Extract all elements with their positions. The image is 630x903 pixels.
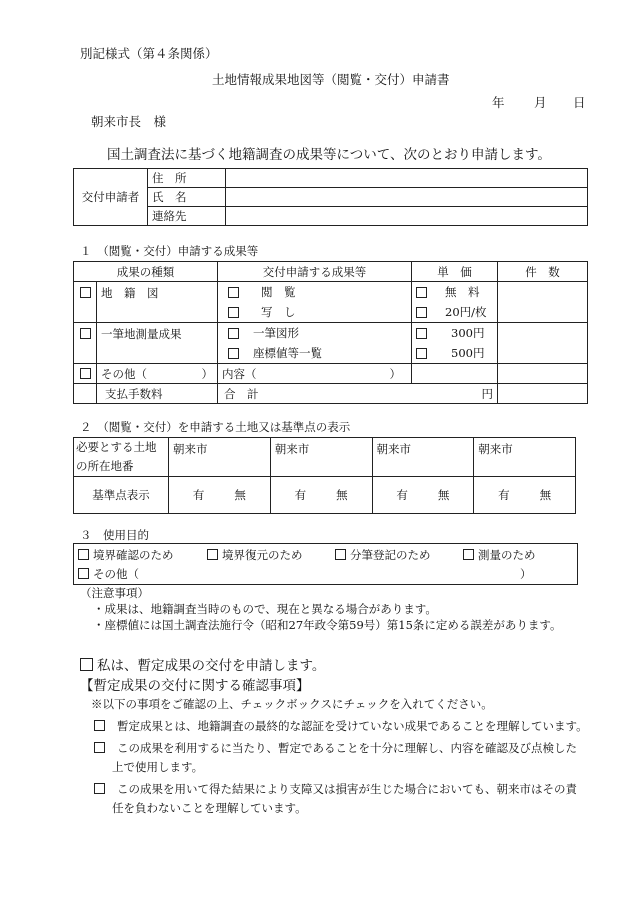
- date-year: 年: [492, 95, 505, 110]
- land-city-4[interactable]: 朝来市: [474, 438, 576, 477]
- provisional-heading: 【暫定成果の交付に関する確認事項】: [80, 678, 310, 694]
- notes-title: （注意事項）: [80, 586, 149, 600]
- land-city-1[interactable]: 朝来市: [169, 438, 271, 477]
- ippitsu-300yen-checkbox[interactable]: [416, 328, 427, 339]
- col-items: 交付申請する成果等: [218, 262, 412, 282]
- section3-heading: ３ 使用目的: [80, 528, 149, 542]
- ippitsu-500yen-checkbox[interactable]: [416, 348, 427, 359]
- fee-label: 支払手数料: [97, 384, 218, 404]
- contact-field[interactable]: [226, 207, 588, 226]
- address-field[interactable]: [226, 169, 588, 188]
- form-title: 土地情報成果地図等（閲覧・交付）申請書: [212, 72, 450, 87]
- chizu-type: 地 籍 図: [97, 282, 218, 323]
- ippitsu-300yen-label: 300円: [451, 326, 485, 340]
- purpose-other[interactable]: その他（: [78, 566, 139, 582]
- benchmark-label: 基準点表示: [74, 477, 169, 514]
- ippitsu-count-field[interactable]: [498, 323, 588, 364]
- confirm-item-3[interactable]: この成果を用いて得た結果により支障又は損害が生じた場合においても、朝来市はその責: [94, 781, 577, 797]
- contact-label: 連絡先: [148, 207, 226, 226]
- chizu-20yen-label: 20円/枚: [445, 305, 487, 319]
- benchmark-choice-3[interactable]: 有 無: [372, 477, 474, 514]
- col-count: 件 数: [498, 262, 588, 282]
- col-type: 成果の種類: [74, 262, 218, 282]
- confirm-item-3-cont: 任を負わないことを理解しています。: [112, 801, 307, 815]
- land-label-line2: の所在地番: [76, 459, 134, 473]
- land-label-line1: 必要とする土地: [76, 440, 157, 454]
- applicant-table: [73, 168, 588, 226]
- addressee: 朝来市長 様: [91, 114, 167, 129]
- form-label: 別記様式（第４条関係）: [80, 46, 218, 61]
- date-month: 月: [534, 95, 547, 110]
- section1-table: 成果の種類 交付申請する成果等 単 価 件 数 地 籍 図 閲 覧 写 し 無 料 20円/枚 一筆地測量成果 一筆図形 座標値等一覧 300円 500円 その他（ ） 内容（ ） 支払手数料 合 計 円: [73, 261, 588, 404]
- section2-table: [73, 437, 576, 514]
- purpose-other-close: ）: [520, 567, 532, 581]
- name-field[interactable]: [226, 188, 588, 207]
- ippitsu-checkbox[interactable]: [80, 328, 91, 339]
- ippitsu-500yen-label: 500円: [451, 346, 485, 360]
- purpose-boundary-restore[interactable]: 境界復元のため: [207, 547, 303, 563]
- purpose-survey[interactable]: 測量のため: [463, 547, 536, 563]
- land-city-3[interactable]: 朝来市: [372, 438, 474, 477]
- applicant-header: 交付申請者: [74, 169, 148, 226]
- other-content-label: 内容（: [222, 366, 257, 381]
- chizu-copy-checkbox[interactable]: [228, 307, 239, 318]
- ippitsu-coords-checkbox[interactable]: [228, 348, 239, 359]
- address-label: 住 所: [148, 169, 226, 188]
- name-label: 氏 名: [148, 188, 226, 207]
- chizu-count-field[interactable]: [498, 282, 588, 323]
- section1-heading: １ （閲覧・交付）申請する成果等: [80, 244, 259, 258]
- intro-text: 国土調査法に基づく地籍調査の成果等について、次のとおり申請します。: [107, 147, 551, 163]
- benchmark-choice-1[interactable]: 有 無: [169, 477, 271, 514]
- chizu-copy-label: 写 し: [261, 305, 296, 319]
- benchmark-choice-4[interactable]: 有 無: [474, 477, 576, 514]
- chizu-view-label: 閲 覧: [261, 285, 296, 299]
- other-count-field[interactable]: [498, 364, 588, 384]
- other-type-label: その他（: [101, 366, 147, 381]
- chizu-20yen-checkbox[interactable]: [416, 307, 427, 318]
- ippitsu-coords-label: 座標値等一覧: [253, 346, 322, 360]
- provisional-apply[interactable]: 私は、暫定成果の交付を申請します。: [80, 654, 325, 674]
- chizu-free-checkbox[interactable]: [416, 287, 427, 298]
- date-day: 日: [573, 95, 586, 110]
- ippitsu-shape-checkbox[interactable]: [228, 328, 239, 339]
- purpose-box: [73, 543, 578, 585]
- confirm-item-2-cont: 上で使用します。: [112, 760, 204, 774]
- chizu-view-checkbox[interactable]: [228, 287, 239, 298]
- benchmark-choice-2[interactable]: 有 無: [270, 477, 372, 514]
- ippitsu-shape-label: 一筆図形: [253, 326, 299, 340]
- note-item-1: ・成果は、地籍調査当時のもので、現在と異なる場合があります。: [93, 602, 437, 616]
- provisional-instruction: ※以下の事項をご確認の上、チェックボックスにチェックを入れてください。: [91, 697, 493, 711]
- fee-count-field[interactable]: [498, 384, 588, 404]
- fee-total-label: 合 計: [218, 384, 412, 404]
- purpose-subdivision[interactable]: 分筆登記のため: [335, 547, 431, 563]
- confirm-item-1[interactable]: 暫定成果とは、地籍調査の最終的な認証を受けていない成果であることを理解しています。: [94, 718, 588, 734]
- section2-heading: ２ （閲覧・交付）を申請する土地又は基準点の表示: [80, 420, 351, 434]
- confirm-item-2[interactable]: この成果を利用するに当たり、暫定であることを十分に理解し、内容を確認及び点検した: [94, 740, 577, 756]
- other-price-field[interactable]: [412, 364, 498, 384]
- col-price: 単 価: [412, 262, 498, 282]
- other-checkbox[interactable]: [80, 368, 91, 379]
- chizu-free-label: 無 料: [445, 285, 480, 299]
- purpose-boundary-check[interactable]: 境界確認のため: [78, 547, 174, 563]
- note-item-2: ・座標値には国土調査法施行令（昭和27年政令第59号）第15条に定める誤差があります。: [93, 618, 562, 632]
- land-city-2[interactable]: 朝来市: [270, 438, 372, 477]
- chizu-checkbox[interactable]: [80, 287, 91, 298]
- ippitsu-type: 一筆地測量成果: [97, 323, 218, 364]
- fee-unit: 円: [412, 384, 498, 404]
